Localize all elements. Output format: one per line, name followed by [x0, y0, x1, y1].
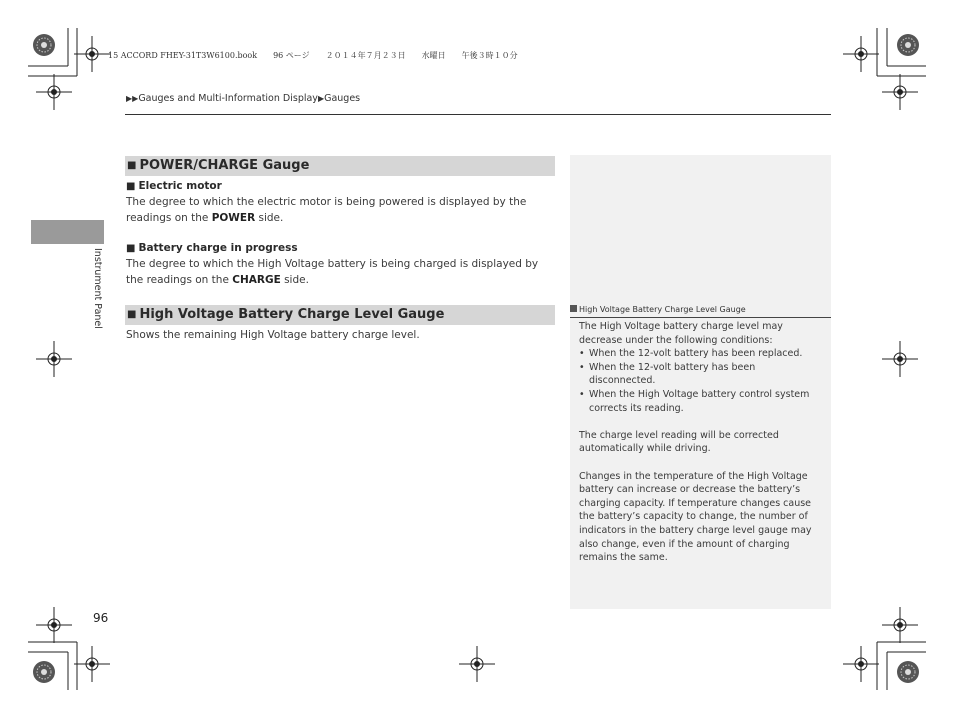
paragraph-text: The degree to which the electric motor is being powered is displayed by the readings on the: [126, 196, 527, 224]
sidebar-note-heading: [570, 305, 746, 314]
note-heading-text[interactable]: High Voltage Battery Charge Level Gauge: [579, 305, 746, 314]
section-heading-hv-battery: [125, 305, 555, 325]
subheading-electric-motor: [126, 180, 222, 192]
note-marker-icon: [570, 305, 577, 312]
breadcrumb-arrow-icon: ▶▶: [126, 94, 139, 103]
chapter-tab: [31, 220, 104, 244]
breadcrumb-item-gauges-mid[interactable]: Gauges and Multi-Information Display: [138, 93, 318, 104]
paragraph-battery-charge: [126, 257, 558, 288]
note-bullet-list: [579, 347, 823, 415]
square-bullet-icon: ■: [127, 160, 137, 171]
note-paragraph-correction: The charge level reading will be corrected automatically while driving.: [579, 429, 779, 455]
sidebar-note-rule: [570, 317, 831, 318]
paragraph-text: side.: [255, 211, 284, 224]
square-bullet-icon: ■: [126, 243, 136, 254]
breadcrumb: [126, 93, 360, 104]
section-title: High Voltage Battery Charge Level Gauge: [139, 307, 445, 322]
square-bullet-icon: ■: [127, 309, 137, 320]
subheading-text: Electric motor: [138, 180, 222, 192]
paragraph-text: side.: [280, 273, 309, 286]
bold-term-charge: CHARGE: [232, 273, 281, 286]
bold-term-power: POWER: [211, 211, 256, 224]
note-intro: The High Voltage battery charge level may decrease under the following conditions:: [579, 321, 783, 346]
print-header: 15 ACCORD FHEY-31T3W6100.book 96 ページ ２０１４年７月２３日 水曜日 午後３時１０分: [108, 51, 518, 60]
paragraph-hv-battery: Shows the remaining High Voltage battery charge level.: [126, 329, 420, 341]
breadcrumb-separator-icon: ▶: [317, 94, 325, 103]
section-heading-power-charge: [125, 156, 555, 176]
sidebar-note-body: [579, 320, 823, 565]
chapter-label: Instrument Panel: [92, 248, 103, 329]
subheading-battery-charge: [126, 242, 298, 254]
section-title: POWER/CHARGE Gauge: [139, 158, 310, 173]
subheading-text: Battery charge in progress: [138, 242, 298, 254]
paragraph-electric-motor: [126, 195, 558, 226]
list-item: • When the High Voltage battery control system corrects its reading.: [579, 388, 823, 415]
paragraph-text: The degree to which the High Voltage battery is being charged is displayed by the readings on the: [126, 258, 539, 286]
note-paragraph-temperature: Changes in the temperature of the High Voltage battery can increase or decrease the battery’s charging capacity. If temperature changes cause the battery’s capacity to change, the number of indicators in the battery charge level gauge may also change, even if the amount of charging remains the same.: [579, 470, 812, 564]
square-bullet-icon: ■: [126, 181, 136, 192]
page-number: 96: [93, 611, 109, 625]
breadcrumb-item-gauges[interactable]: Gauges: [324, 93, 361, 104]
list-item: • When the 12-volt battery has been disconnected.: [579, 361, 823, 388]
header-rule: [125, 114, 831, 115]
list-item: • When the 12-volt battery has been replaced.: [579, 347, 823, 361]
